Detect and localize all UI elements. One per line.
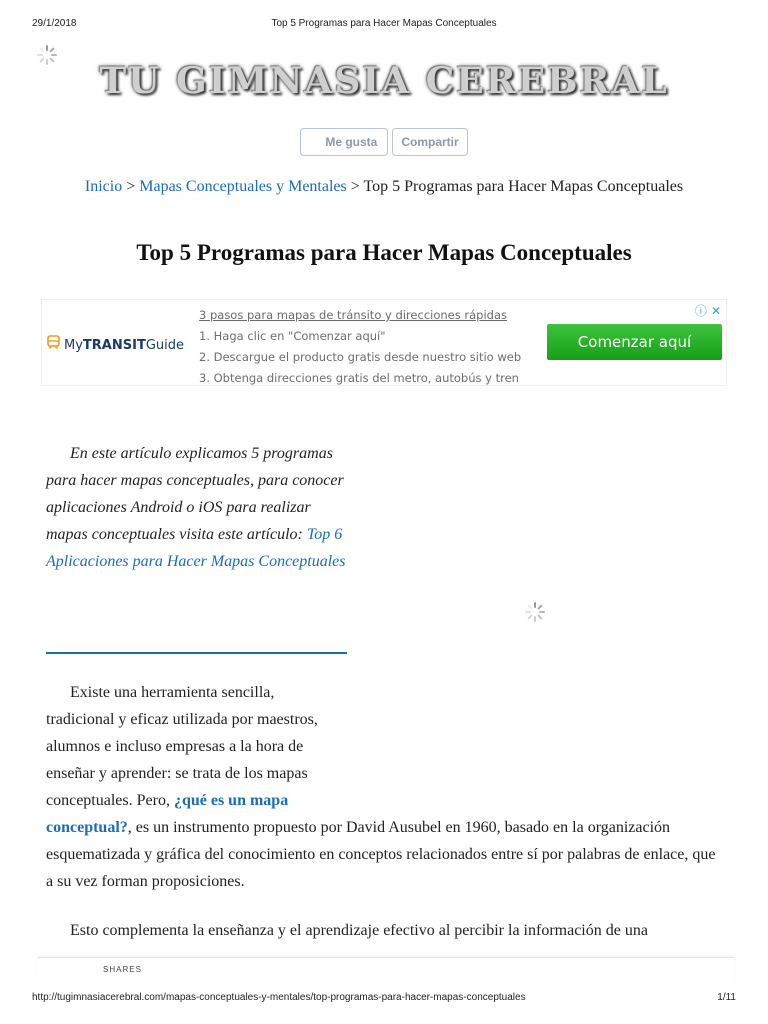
- ad-banner[interactable]: [41, 299, 727, 386]
- shares-bar[interactable]: [37, 957, 734, 983]
- section-divider: [46, 652, 347, 654]
- print-url: http://tugimnasiacerebral.com/mapas-conceptuales-y-mentales/top-programas-para-hacer-mapas-conceptuales: [32, 992, 526, 1003]
- ad-step-1: 1. Haga clic en "Comenzar aquí": [199, 329, 386, 343]
- article-intro: [46, 440, 346, 575]
- breadcrumb-category-link[interactable]: Mapas Conceptuales y Mentales: [139, 178, 347, 195]
- breadcrumb-home-link[interactable]: Inicio: [84, 178, 123, 195]
- ad-text: [199, 305, 529, 389]
- ad-logo-guide: Guide: [145, 338, 184, 353]
- like-label: Me gusta: [325, 135, 378, 149]
- what-is-concept-map-link[interactable]: ¿qué es un mapa: [173, 792, 289, 809]
- ad-close-icon[interactable]: ✕: [710, 304, 721, 318]
- article-paragraph: [46, 679, 726, 895]
- loading-spinner-icon: [525, 602, 545, 622]
- ad-choices: [691, 302, 721, 319]
- shares-label: SHARES: [103, 965, 142, 974]
- ad-logo-transit: TRANSIT: [82, 338, 146, 353]
- bus-icon: [47, 335, 60, 353]
- ad-cta-button[interactable]: Comenzar aquí: [547, 324, 722, 360]
- breadcrumb-separator: >: [122, 178, 140, 195]
- print-title: Top 5 Programas para Hacer Mapas Conceptuales: [271, 18, 497, 29]
- paragraph-wrap: [46, 679, 346, 814]
- what-is-concept-map-link[interactable]: conceptual?: [46, 819, 128, 836]
- share-label: Compartir: [401, 135, 459, 149]
- like-button[interactable]: [300, 128, 388, 156]
- breadcrumb-separator: >: [346, 178, 364, 195]
- article-title: Top 5 Programas para Hacer Mapas Conceptuales: [136, 240, 632, 265]
- ad-headline[interactable]: 3 pasos para mapas de tránsito y direcciones rápidas: [199, 308, 508, 322]
- ad-step-3: 3. Obtenga direcciones gratis del metro, autobús y tren: [199, 371, 519, 385]
- ad-logo[interactable]: [47, 335, 184, 353]
- article-paragraph: Esto complementa la enseñanza y el aprendizaje efectivo al percibir la información de una: [70, 922, 648, 939]
- breadcrumb: [0, 178, 768, 196]
- p1-text-end: , es un instrumento propuesto por David Ausubel en 1960, basado en la organización esquematizada y gráfica del conocimiento en conceptos relacionados entre sí por palabras de enlace, que a su vez forman proposiciones.: [46, 819, 716, 890]
- print-page-number: 1/11: [717, 992, 736, 1003]
- ad-info-icon[interactable]: ⓘ: [694, 304, 707, 318]
- intro-text: En este artículo explicamos 5 programas para hacer mapas conceptuales, para conocer aplicaciones Android o iOS para realizar mapas conceptuales visita este artículo:: [46, 445, 344, 543]
- site-logo-title[interactable]: TU GIMNASIA CEREBRAL: [99, 60, 669, 102]
- share-button[interactable]: [392, 128, 467, 156]
- intro-link[interactable]: Top 6 Aplicaciones para Hacer Mapas Conceptuales: [46, 526, 346, 570]
- social-buttons: [0, 128, 768, 156]
- ad-logo-my: My: [64, 338, 83, 353]
- ad-step-2: 2. Descargue el producto gratis desde nuestro sitio web: [199, 350, 522, 364]
- breadcrumb-current: Top 5 Programas para Hacer Mapas Conceptuales: [363, 178, 684, 195]
- print-date: 29/1/2018: [32, 18, 77, 29]
- p1-text-start: Existe una herramienta sencilla, tradicional y eficaz utilizada por maestros, alumnos e incluso empresas a la hora de enseñar y aprender: se trata de los mapas conceptuales. Pero,: [46, 684, 318, 809]
